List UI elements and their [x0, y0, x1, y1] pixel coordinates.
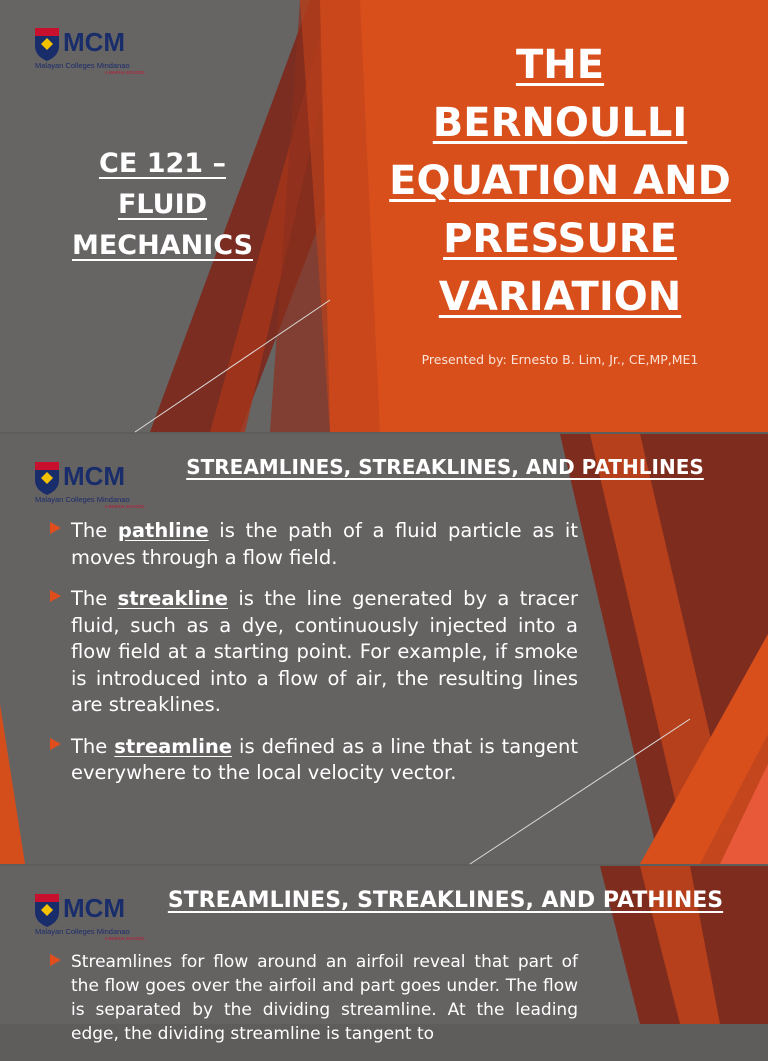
svg-text:Malayan Colleges Mindanao: Malayan Colleges Mindanao — [35, 927, 130, 936]
term-pathline: pathline — [117, 519, 209, 542]
bullet-streakline: The streakline is the line generated by a tracer fluid, such as a dye, continuously injected into a flow field at a starting point. For example, if smoke is introduced into a flow of air, the resulting lines are streaklines. — [50, 586, 578, 719]
course-title: CE 121 – FLUID MECHANICS — [71, 148, 254, 261]
term-streakline: streakline — [117, 587, 228, 610]
slide-heading: STREAMLINES, STREAKLINES, AND PATHINES — [167, 888, 724, 913]
bullet-pathline: The pathline is the path of a fluid particle as it moves through a flow field. — [50, 518, 578, 571]
mcm-logo — [33, 458, 146, 510]
svg-text:Malayan Colleges Mindanao: Malayan Colleges Mindanao — [35, 495, 130, 504]
bullet-streamline: The streamline is defined as a line that is tangent everywhere to the local velocity vector. — [50, 734, 578, 787]
presenter-credit: Presented by: Ernesto B. Lim, Jr., CE,MP,ME1 — [421, 352, 699, 367]
mcm-logo-graphic — [33, 458, 146, 510]
bullet-arrow-icon — [50, 954, 61, 966]
term-streamline: streamline — [114, 734, 233, 758]
svg-text:MCM: MCM — [63, 893, 126, 923]
mcm-logo — [33, 24, 146, 76]
mcm-logo-graphic — [33, 890, 146, 942]
svg-text:A MAPÚA SCHOOL: A MAPÚA SCHOOL — [105, 504, 146, 509]
logo-line2: A MAPÚA SCHOOL — [105, 70, 146, 75]
svg-text:MCM: MCM — [63, 461, 126, 491]
svg-text:A MAPÚA SCHOOL: A MAPÚA SCHOOL — [105, 936, 146, 941]
bullet-airfoil: Streamlines for flow around an airfoil reveal that part of the flow goes over the airfoil and part goes under. The flow is separated by the dividing streamline. At the leading edge, the dividing streamline is tangent to — [50, 950, 578, 1046]
title-slide — [0, 0, 768, 432]
definition-list — [50, 518, 578, 802]
slide-heading: STREAMLINES, STREAKLINES, AND PATHLINES — [186, 455, 704, 479]
mcm-logo-graphic — [33, 24, 146, 76]
logo-line1: Malayan Colleges Mindanao — [35, 61, 130, 70]
bullet-arrow-icon — [50, 590, 61, 602]
airfoil-bullet-list — [50, 950, 578, 1061]
streamlines-slide — [0, 434, 768, 864]
mcm-logo — [33, 890, 146, 942]
main-title: THE BERNOULLI EQUATION AND PRESSURE VARIATION — [389, 42, 731, 320]
bullet-arrow-icon — [50, 738, 61, 750]
airfoil-slide — [0, 866, 768, 1044]
bullet-arrow-icon — [50, 522, 61, 534]
logo-wordmark: MCM — [63, 27, 126, 57]
